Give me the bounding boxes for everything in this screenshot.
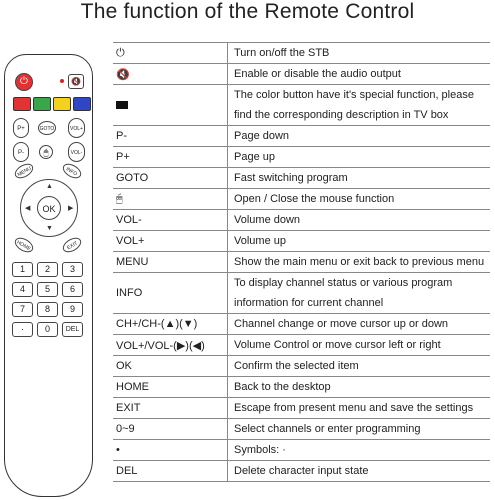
table-row [113,419,490,440]
red-button [13,97,31,111]
indicator-led [60,79,64,83]
key-cell: INFO [113,273,228,314]
key-cell: P- [113,126,228,147]
color-button-icon [116,101,128,109]
key-cell: HOME [113,377,228,398]
blue-button [73,97,91,111]
ok-key: OK [37,196,61,220]
description-cell: Volume up [228,231,491,252]
page-title: The function of the Remote Control [80,0,415,23]
description-cell: Show the main menu or exit back to previous menu [228,252,491,273]
key-cell: 🖱 [113,189,228,210]
p-minus-key: P- [13,142,29,162]
keypad-key: · [12,322,33,337]
keypad-key: 9 [62,302,83,317]
description-cell: Channel change or move cursor up or down [228,314,491,335]
description-cell: Turn on/off the STB [228,43,491,64]
key-cell: DEL [113,461,228,482]
remote-illustration [4,54,93,497]
table-row [113,314,490,335]
description-cell: Page up [228,147,491,168]
direction-pad [20,179,78,237]
green-button [33,97,51,111]
key-cell: VOL+/VOL-(▶)(◀) [113,335,228,356]
table-row [113,43,490,64]
function-table [113,42,490,482]
key-cell: MENU [113,252,228,273]
mouse-icon: 🖱 [39,145,53,159]
description-cell: Volume down [228,210,491,231]
key-cell: P+ [113,147,228,168]
key-cell: • [113,440,228,461]
table-row [113,147,490,168]
table-row [113,398,490,419]
description-cell: Enable or disable the audio output [228,64,491,85]
table-row [113,210,490,231]
description-cell: Escape from present menu and save the settings [228,398,491,419]
arrow-right-icon: ▶ [68,205,74,212]
key-cell: GOTO [113,168,228,189]
table-row [113,126,490,147]
key-cell: 🔇 [113,64,228,85]
table-row [113,64,490,85]
menu-key: MENU [12,161,35,181]
description-cell: Select channels or enter programming [228,419,491,440]
key-cell: CH+/CH-(▲)(▼) [113,314,228,335]
power-icon: ⏻ [15,73,33,91]
table-row [113,440,490,461]
keypad-key: 4 [12,282,33,297]
keypad-key: 0 [37,322,58,337]
keypad-key: 6 [62,282,83,297]
number-keypad [12,262,83,337]
color-buttons [13,97,91,111]
keypad-key: 7 [12,302,33,317]
vol-minus-key: VOL- [68,142,85,162]
keypad-key: 3 [62,262,83,277]
keypad-key: 8 [37,302,58,317]
mute-icon: 🔇 [68,74,84,89]
keypad-key: 2 [37,262,58,277]
table-row [113,377,490,398]
table-row [113,335,490,356]
description-cell: Back to the desktop [228,377,491,398]
arrow-down-icon: ▼ [46,225,53,232]
exit-key: EXIT [60,235,83,255]
key-cell: 0~9 [113,419,228,440]
table-row [113,168,490,189]
key-cell: VOL- [113,210,228,231]
key-cell: ⏻ [113,43,228,64]
keypad-key: 1 [12,262,33,277]
yellow-button [53,97,71,111]
table-row [113,189,490,210]
table-row [113,252,490,273]
keypad-key: 5 [37,282,58,297]
description-cell: The color button have it's special function, please find the corresponding description in TV box [228,85,491,126]
description-cell: Fast switching program [228,168,491,189]
table-row [113,231,490,252]
description-cell: Symbols: · [228,440,491,461]
table-row [113,461,490,482]
description-cell: To display channel status or various program information for current channel [228,273,491,314]
arrow-left-icon: ◀ [25,205,31,212]
home-key: HOME [12,235,35,255]
key-cell: VOL+ [113,231,228,252]
description-cell: Delete character input state [228,461,491,482]
p-plus-key: P+ [13,118,29,138]
arrow-up-icon: ▲ [46,183,53,190]
goto-key: GOTO [38,121,56,135]
key-cell: EXIT [113,398,228,419]
table-row [113,85,490,126]
description-cell: Open / Close the mouse function [228,189,491,210]
table-row [113,273,490,314]
table-row [113,356,490,377]
description-cell: Page down [228,126,491,147]
keypad-key: DEL [62,322,83,337]
vol-plus-key: VOL+ [68,118,85,138]
info-key: INFO [60,161,83,181]
description-cell: Confirm the selected item [228,356,491,377]
key-cell [113,85,228,126]
description-cell: Volume Control or move cursor left or right [228,335,491,356]
key-cell: OK [113,356,228,377]
